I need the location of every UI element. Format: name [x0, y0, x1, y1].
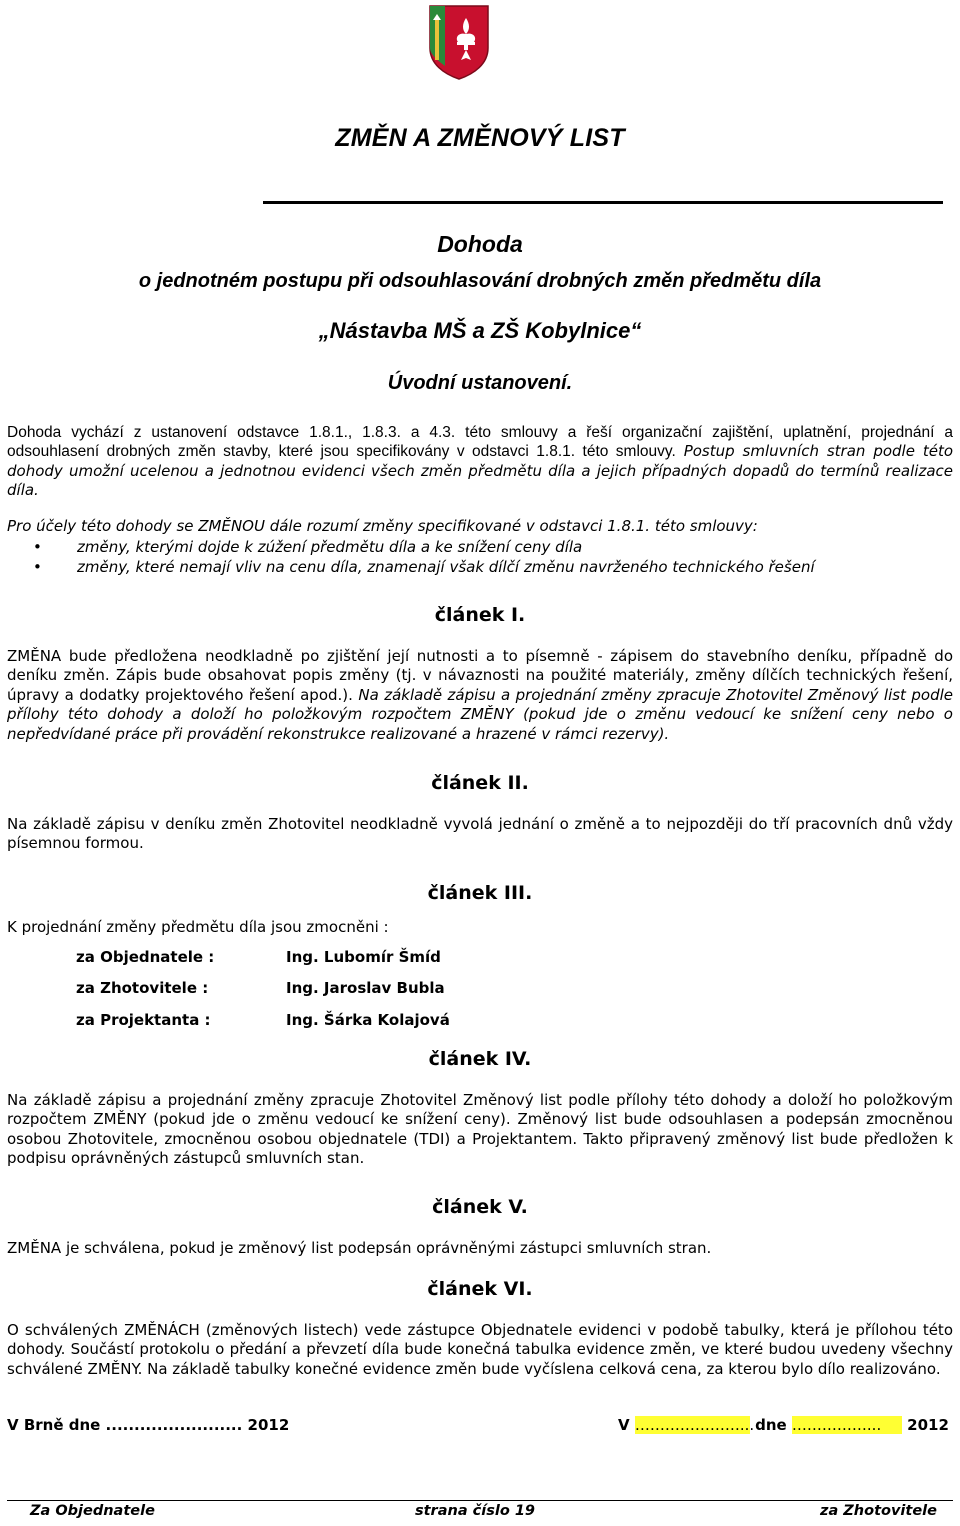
article-3-heading: článek III.: [427, 882, 533, 904]
footer-page-number: strana číslo 19: [415, 1503, 536, 1519]
definition-paragraph: Pro účely této dohody se ZMĚNOU dále rozumí změny specifikované v odstavci 1.8.1. této smlouvy:: [7, 517, 758, 535]
article-5-text: ZMĚNA je schválena, pokud je změnový list podepsán oprávněnými zástupci smluvních stran.: [7, 1239, 712, 1257]
intro-text-regular: Dohoda vychází z ustanovení odstavce 1.8.1., 1.8.3. a 4.3. této smlouvy a řeší organizační zajištění, uplatnění, projednání a odsouhlasení drobných změn stavby, které jsou specifikovány v odstavci 1.8.1. této smlouvy.: [7, 424, 953, 461]
rep-name-projektant: Ing. Šárka Kolajová: [286, 1011, 450, 1029]
rep-label-zhotovitel: za Zhotovitele :: [76, 979, 209, 997]
footer-divider: [7, 1500, 953, 1501]
document-title: ZMĚN A ZMĚNOVÝ LIST: [335, 124, 625, 152]
list-item-text: změny, kterými dojde k zúžení předmětu díla a ke snížení ceny díla: [77, 538, 583, 556]
intro-text-italic: Postup smluvních stran podle této dohody umožní ucelenou a jednotnou evidenci všech změn předmětu díla a jejich případných dopadů do termínů realizace díla.: [7, 442, 953, 500]
signature-place-blank: …………………...: [634, 1416, 755, 1434]
signature-right-year: 2012: [907, 1416, 949, 1434]
bullet-icon: •: [33, 538, 42, 556]
article-1-text-regular: ZMĚNA bude předložena neodkladně po zjištění její nutnosti a to písemně - zápisem do stavebního deníku, případně do deníku změn. Zápis bude obsahovat popis změny (tj. v návaznosti na použité materiály, změny dílčích technických řešení, úpravy a dodatky projektového řešení apod.).: [7, 647, 953, 704]
article-6-heading: článek VI.: [427, 1278, 533, 1300]
agreement-subtitle: o jednotném postupu při odsouhlasování drobných změn předmětu díla: [138, 270, 822, 292]
rep-label-objednatel: za Objednatele :: [76, 948, 215, 966]
municipal-coat-of-arms-icon: [428, 4, 490, 80]
article-3-text: K projednání změny předmětu díla jsou zmocněni :: [7, 918, 389, 936]
list-item-text: změny, které nemají vliv na cenu díla, znamenají však dílčí změnu navrženého technického řešení: [77, 558, 815, 576]
signature-right-v: V: [618, 1416, 630, 1434]
article-6-text: O schválených ZMĚNÁCH (změnových listech) vede zástupce Objednatele evidenci v podobě tabulky, která je přílohou této dohody. Součástí protokolu o předání a převzetí díla bude konečná tabulka evidence změn, ve které budou uvedeny všechny schválené ZMĚNY. Na základě tabulky konečné evidence změn bude vyčíslena celková cena, za kterou bylo dílo realizováno.: [7, 1321, 953, 1378]
article-1-heading: článek I.: [434, 604, 526, 626]
rep-label-projektant: za Projektanta :: [76, 1011, 211, 1029]
rep-name-zhotovitel: Ing. Jaroslav Bubla: [286, 979, 445, 997]
title-underline: [263, 201, 943, 204]
footer-left: Za Objednatele: [30, 1503, 155, 1519]
signature-right-dne: dne: [755, 1416, 787, 1434]
intro-heading: Úvodní ustanovení.: [387, 372, 573, 394]
intro-paragraph: [7, 423, 953, 501]
article-1-text: [7, 647, 953, 744]
agreement-heading: Dohoda: [437, 231, 523, 257]
bullet-icon: •: [33, 558, 42, 576]
rep-name-objednatel: Ing. Lubomír Šmíd: [286, 948, 441, 966]
signature-date-blank: ……………...: [792, 1416, 902, 1434]
article-4-text: Na základě zápisu a projednání změny zpracuje Zhotovitel Změnový list podle přílohy této dohody a doloží ho položkovým rozpočtem ZMĚNY (pokud jde o změnu vedoucí ke snížení ceny). Změnový list bude odsouhlasen a podepsán zmocněnou osobou Zhotovitele, zmocněnou osobou objednatele (TDI) a Projektantem. Takto připravený změnový list bude předložen k podpisu oprávněných zástupců smluvních stan.: [7, 1091, 953, 1168]
article-2-text: Na základě zápisu v deníku změn Zhotovitel neodkladně vyvolá jednání o změně a to nejpozději do tří pracovních dnů vždy písemnou formou.: [7, 815, 953, 853]
footer-right: za Zhotovitele: [820, 1503, 937, 1519]
signature-place-date-left: V Brně dne ........................ 2012: [7, 1416, 290, 1434]
article-2-heading: článek II.: [431, 772, 529, 794]
article-5-heading: článek V.: [432, 1196, 528, 1218]
article-4-heading: článek IV.: [428, 1048, 532, 1070]
signature-place-date-right: [618, 1416, 949, 1434]
article-1-text-italic: Na základě zápisu a projednání změny zpracuje Zhotovitel Změnový list podle přílohy této dohody a doloží ho položkovým rozpočtem ZMĚNY (pokud jde o změnu vedoucí ke snížení ceny nebo o nepředvídané práce při provádění rekonstrukce realizované a hrazené v rámci rezervy).: [7, 685, 953, 743]
project-name: „Nástavba MŠ a ZŠ Kobylnice“: [318, 318, 642, 343]
